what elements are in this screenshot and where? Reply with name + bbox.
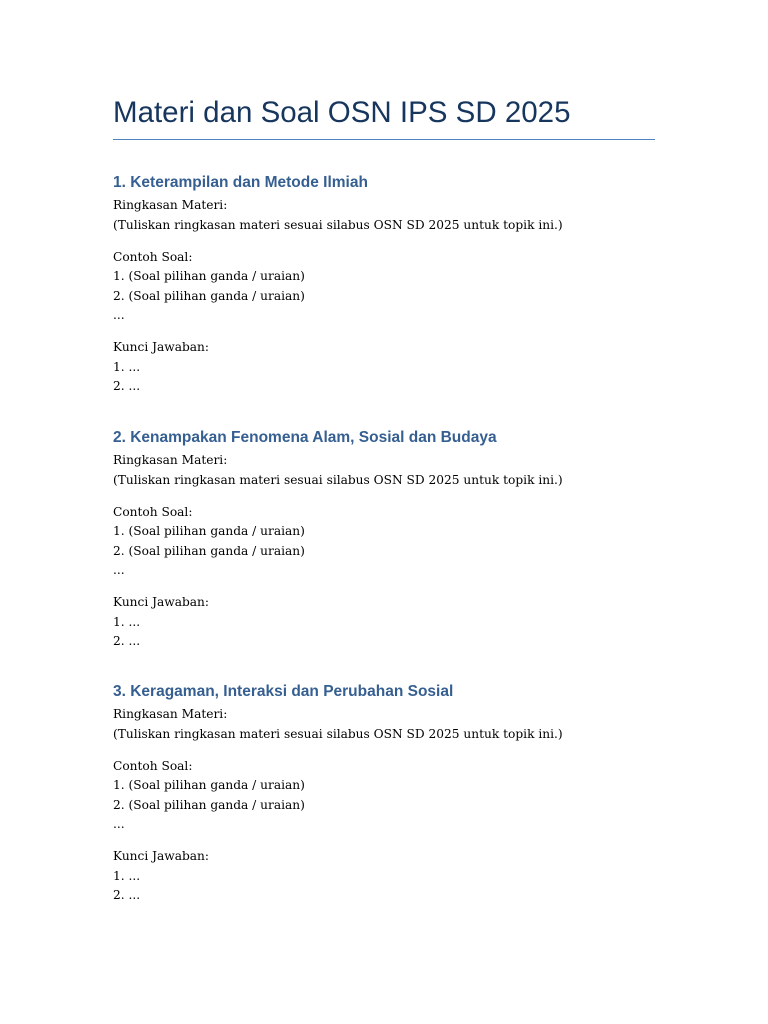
section-heading: 2. Kenampakan Fenomena Alam, Sosial dan Budaya bbox=[113, 429, 497, 446]
answers-label: Kunci Jawaban: bbox=[113, 340, 210, 354]
section-3 bbox=[113, 680, 655, 906]
section-2 bbox=[113, 426, 655, 652]
answer-item: 2. ... bbox=[113, 379, 141, 393]
questions-ellipsis: ... bbox=[113, 817, 125, 831]
answers-label: Kunci Jawaban: bbox=[113, 595, 210, 609]
answer-item: 2. ... bbox=[113, 634, 141, 648]
questions-ellipsis: ... bbox=[113, 308, 125, 322]
answers-label: Kunci Jawaban: bbox=[113, 849, 210, 863]
question-item: 1. (Soal pilihan ganda / uraian) bbox=[113, 524, 305, 538]
question-item: 1. (Soal pilihan ganda / uraian) bbox=[113, 269, 305, 283]
questions-label: Contoh Soal: bbox=[113, 504, 193, 519]
summary-text: (Tuliskan ringkasan materi sesuai silabus OSN SD 2025 untuk topik ini.) bbox=[113, 726, 563, 741]
questions-label: Contoh Soal: bbox=[113, 758, 193, 773]
answer-item: 1. ... bbox=[113, 614, 141, 629]
questions-ellipsis: ... bbox=[113, 563, 125, 577]
answer-item: 1. ... bbox=[113, 868, 141, 883]
question-item: 2. (Soal pilihan ganda / uraian) bbox=[113, 288, 305, 303]
document-title: Materi dan Soal OSN IPS SD 2025 bbox=[113, 96, 571, 129]
question-item: 1. (Soal pilihan ganda / uraian) bbox=[113, 778, 305, 792]
answer-item: 1. ... bbox=[113, 359, 141, 374]
summary-text: (Tuliskan ringkasan materi sesuai silabus OSN SD 2025 untuk topik ini.) bbox=[113, 472, 563, 487]
summary-label: Ringkasan Materi: bbox=[113, 707, 228, 721]
summary-text: (Tuliskan ringkasan materi sesuai silabus OSN SD 2025 untuk topik ini.) bbox=[113, 217, 563, 232]
summary-label: Ringkasan Materi: bbox=[113, 198, 228, 212]
answer-item: 2. ... bbox=[113, 888, 141, 902]
section-heading: 3. Keragaman, Interaksi dan Perubahan Sosial bbox=[113, 683, 454, 700]
section-heading: 1. Keterampilan dan Metode Ilmiah bbox=[113, 174, 368, 191]
question-item: 2. (Soal pilihan ganda / uraian) bbox=[113, 543, 305, 558]
section-1 bbox=[113, 171, 655, 397]
questions-label: Contoh Soal: bbox=[113, 249, 193, 264]
question-item: 2. (Soal pilihan ganda / uraian) bbox=[113, 797, 305, 812]
summary-label: Ringkasan Materi: bbox=[113, 453, 228, 467]
title-underline bbox=[113, 139, 655, 140]
